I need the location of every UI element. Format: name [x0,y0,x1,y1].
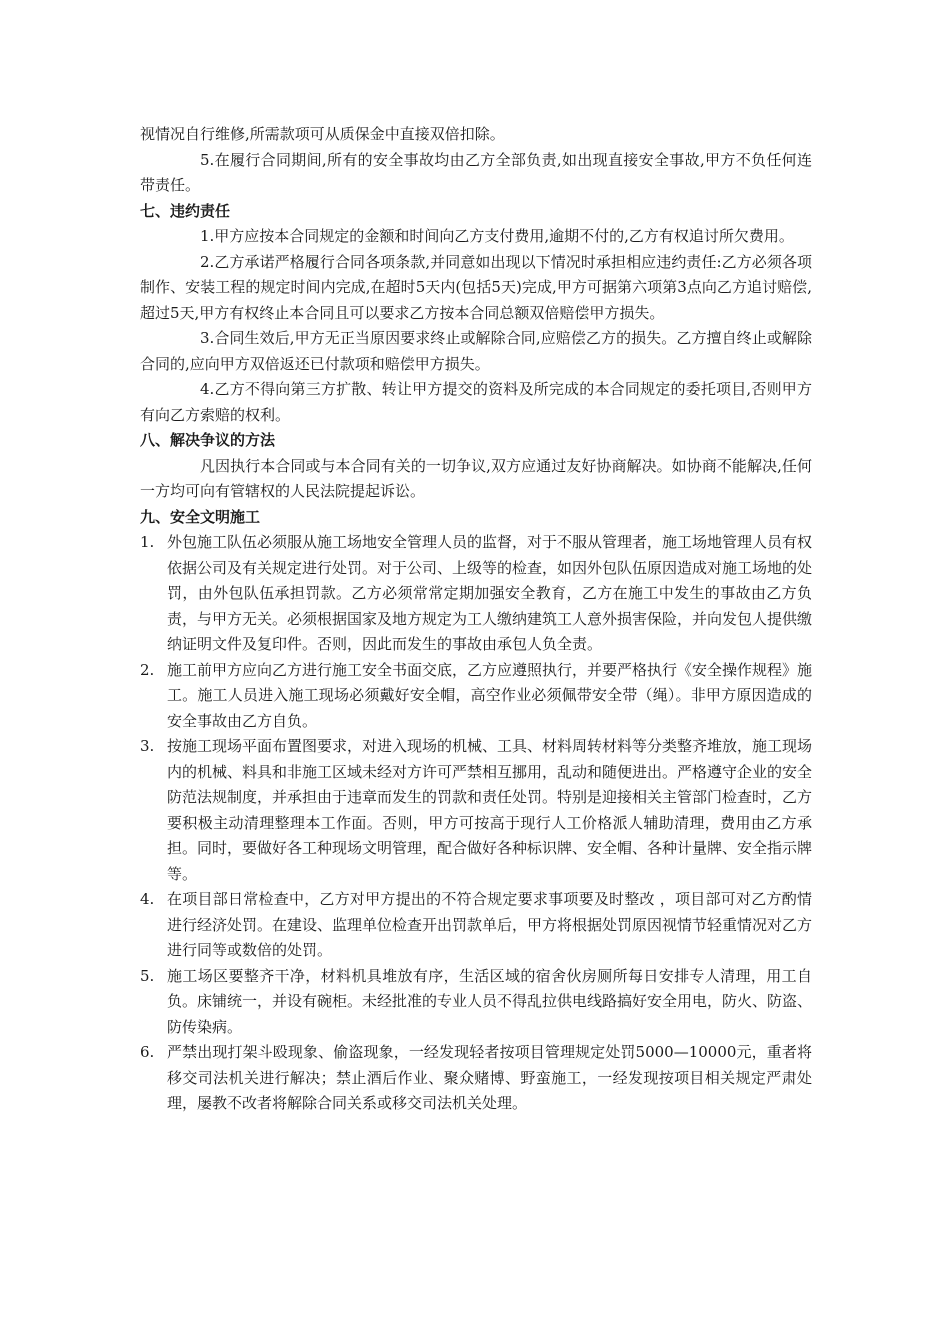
list-item-text: 在项目部日常检查中，乙方对甲方提出的不符合规定要求事项要及时整改 ，项目部可对乙方酌情进行经济处罚。在建设、监理单位检查开出罚款单后，甲方将根据处罚原因视情节轻重情况对乙方进行同等或数倍的处罚。 [167,890,813,959]
list-item [140,658,812,735]
section8-paragraph-1: 凡因执行本合同或与本合同有关的一切争议,双方应通过友好协商解决。如协商不能解决,任何一方均可向有管辖权的人民法院提起诉讼。 [140,456,812,500]
section-heading-dispute-resolution: 八、解决争议的方法 [140,431,276,449]
list-item [140,1040,812,1117]
document-page [140,122,812,1117]
list-item [140,887,812,964]
safety-rules-list [140,530,812,1117]
list-item-text: 施工前甲方应向乙方进行施工安全书面交底，乙方应遵照执行，并要严格执行《安全操作规程》施工。施工人员进入施工现场必须戴好安全帽，高空作业必须佩带安全带（绳）。非甲方原因造成的安全事故由乙方自负。 [167,660,813,730]
section-heading-safe-construction: 九、安全文明施工 [140,507,261,526]
list-item-text: 施工场区要整齐干净，材料机具堆放有序，生活区域的宿舍伙房厕所每日安排专人清理，用工自负。床铺统一，并设有碗柜。未经批准的专业人员不得乱拉供电线路搞好安全用电，防火、防盗、防传染病。 [167,966,813,1036]
list-item-number: 1. [140,533,155,551]
list-item-number: 2. [140,660,155,679]
list-item [140,530,812,658]
list-item-text: 外包施工队伍必须服从施工场地安全管理人员的监督，对于不服从管理者，施工场地管理人员有权依据公司及有关规定进行处罚。对于公司、上级等的检查，如因外包队伍原因造成对施工场地的处罚，由外包队伍承担罚款。乙方必须常常定期加强安全教育，乙方在施工中发生的事故由乙方负责，与甲方无关。必须根据国家及地方规定为工人缴纳建筑工人意外损害保险，并向发包人提供缴纳证明文件及复印件。否则，因此而发生的事故由承包人负全责。 [167,533,813,653]
list-item-text: 严禁出现打架斗殴现象、偷盗现象，一经发现轻者按项目管理规定处罚5000—10000元，重者将移交司法机关进行解决；禁止酒后作业、聚众赌博、野蛮施工，一经发现按项目相关规定严肃处理，屡教不改者将解除合同关系或移交司法机关处理。 [167,1043,812,1112]
section-heading-breach-liability: 七、违约责任 [140,201,231,220]
list-item-number: 6. [140,1043,155,1061]
list-item [140,734,812,887]
section7-paragraph-2: 2.乙方承诺严格履行合同各项条款,并同意如出现以下情况时承担相应违约责任:乙方必须各项制作、安装工程的规定时间内完成,在超时5天内(包括5天)完成,甲方可据第六项第3点向乙方追讨赔偿,超过5天,甲方有权终止本合同且可以要求乙方按本合同总额双倍赔偿甲方损失。 [140,252,812,322]
list-item-number: 4. [140,890,155,908]
section7-paragraph-3: 3.合同生效后,甲方无正当原因要求终止或解除合同,应赔偿乙方的损失。乙方擅自终止或解除合同的,应向甲方双倍返还已付款项和赔偿甲方损失。 [140,329,812,373]
intro-paragraph-2: 5.在履行合同期间,所有的安全事故均由乙方全部负责,如出现直接安全事故,甲方不负任何连带责任。 [140,150,812,194]
section7-paragraph-1: 1.甲方应按本合同规定的金额和时间向乙方支付费用,逾期不付的,乙方有权追讨所欠费用。 [200,227,794,245]
section7-paragraph-4: 4.乙方不得向第三方扩散、转让甲方提交的资料及所完成的本合同规定的委托项目,否则甲方有向乙方索赔的权利。 [140,380,812,424]
list-item [140,964,812,1041]
list-item-number: 3. [140,737,155,755]
intro-paragraph-1: 视情况自行维修,所需款项可从质保金中直接双倍扣除。 [140,125,505,143]
list-item-number: 5. [140,966,155,985]
list-item-text: 按施工现场平面布置图要求，对进入现场的机械、工具、材料周转材料等分类整齐堆放，施工现场内的机械、料具和非施工区域未经对方许可严禁相互挪用，乱动和随便进出。严格遵守企业的安全防范法规制度，并承担由于违章而发生的罚款和责任处罚。特别是迎接相关主管部门检查时，乙方要积极主动清理整理本工作面。否则，甲方可按高于现行人工价格派人辅助清理，费用由乙方承担。同时，要做好各工种现场文明管理，配合做好各种标识牌、安全帽、各种计量牌、安全指示牌等。 [167,737,813,883]
